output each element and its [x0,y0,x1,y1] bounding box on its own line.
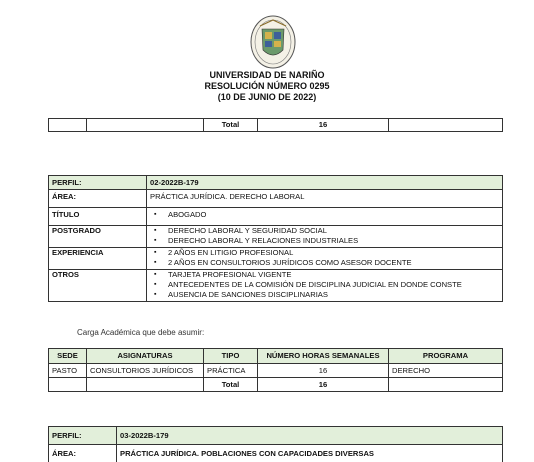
list-item: ▪ DERECHO LABORAL Y SEGURIDAD SOCIAL [150,226,499,236]
list-item: ▪ ANTECEDENTES DE LA COMISIÓN DE DISCIPLINA JUDICIAL EN DONDE CONSTE [150,280,499,290]
perfil-table [48,175,503,302]
university-seal-icon [250,14,296,70]
resolution-number: RESOLUCIÓN NÚMERO 0295 [204,81,330,91]
asignaturas-table [48,348,503,392]
titulo-list-cell [147,208,503,226]
titulo-label: TÍTULO [49,208,147,226]
table-header-row [49,349,503,364]
empty-cell [389,119,503,132]
otros-list-cell [147,270,503,302]
empty-cell [49,119,87,132]
column-header: SEDE [49,349,87,364]
experiencia-label: EXPERIENCIA [49,248,147,270]
perfil-row [49,176,503,190]
area-label: ÁREA: [49,190,147,208]
perfil-label: PERFIL: [49,427,117,445]
total-value: 16 [258,378,389,392]
table-total-row [49,378,503,392]
postgrado-list-cell [147,226,503,248]
list-item: ▪ ABOGADO [150,210,499,220]
area-row [49,445,503,462]
carga-academica-text: Carga Académica que debe asumir: [77,328,205,337]
table-row [49,119,503,132]
otros-label: OTROS [49,270,147,302]
list-item: ▪ AUSENCIA DE SANCIONES DISCIPLINARIAS [150,290,499,300]
otros-list [150,270,499,300]
column-header: PROGRAMA [389,349,503,364]
total-table-top [48,118,503,132]
perfil-code: 02-2022B-179 [147,176,503,190]
titulo-row [49,208,503,226]
column-header: ASIGNATURAS [87,349,204,364]
perfil-row [49,427,503,445]
table-row [49,364,503,378]
list-item: ▪ DERECHO LABORAL Y RELACIONES INDUSTRIALES [150,236,499,246]
list-item: ▪ TARJETA PROFESIONAL VIGENTE [150,270,499,280]
perfil-table-2 [48,426,503,462]
experiencia-list-cell [147,248,503,270]
area-row [49,190,503,208]
total-value: 16 [258,119,389,132]
tipo-cell: PRÁCTICA [204,364,258,378]
asignatura-cell: CONSULTORIOS JURÍDICOS [87,364,204,378]
postgrado-row [49,226,503,248]
otros-row [49,270,503,302]
column-header: NÚMERO HORAS SEMANALES [258,349,389,364]
titulo-list [150,210,499,220]
horas-cell: 16 [258,364,389,378]
experiencia-list [150,248,499,268]
area-value: PRÁCTICA JURÍDICA. POBLACIONES CON CAPACIDADES DIVERSAS [117,445,503,462]
total-label: Total [204,119,258,132]
area-label: ÁREA: [49,445,117,462]
perfil-code: 03-2022B-179 [117,427,503,445]
postgrado-list [150,226,499,246]
column-header: TIPO [204,349,258,364]
document-title: UNIVERSIDAD DE NARIÑO [209,70,325,80]
empty-cell [389,378,503,392]
list-item: ▪ 2 AÑOS EN LITIGIO PROFESIONAL [150,248,499,258]
resolution-date: (10 DE JUNIO DE 2022) [217,92,317,102]
experiencia-row [49,248,503,270]
empty-cell [49,378,87,392]
perfil-label: PERFIL: [49,176,147,190]
postgrado-label: POSTGRADO [49,226,147,248]
programa-cell: DERECHO [389,364,503,378]
empty-cell [87,119,204,132]
total-label: Total [204,378,258,392]
area-value: PRÁCTICA JURÍDICA. DERECHO LABORAL [147,190,503,208]
empty-cell [87,378,204,392]
list-item: ▪ 2 AÑOS EN CONSULTORIOS JURÍDICOS COMO ASESOR DOCENTE [150,258,499,268]
sede-cell: PASTO [49,364,87,378]
